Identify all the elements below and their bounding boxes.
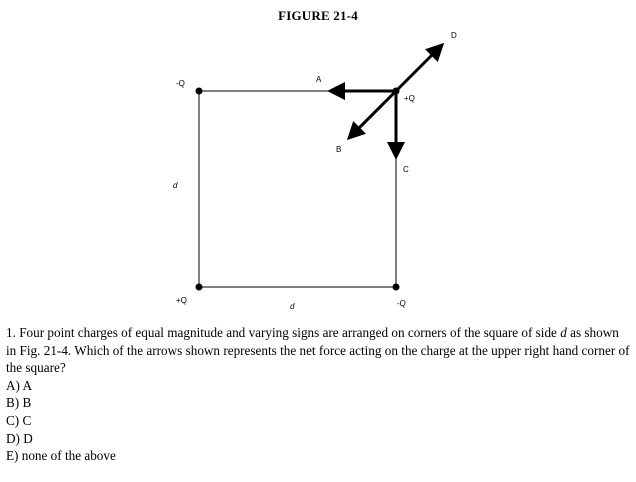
charge-dot-bottom-right [393,284,400,291]
question-number: 1. [6,325,16,340]
arrow-d [396,45,442,91]
question-text [6,324,632,377]
charge-dot-top-left [196,88,203,95]
figure-title: FIGURE 21-4 [278,8,358,23]
answer-choice-a: A) A [6,377,33,393]
arrow-b [349,91,396,138]
side-label-left: d [173,181,178,190]
question-text-after: as shown in Fig. 21-4. Which of the arrows shown represents the net force acting on the charge at the upper right hand corner of the square? [6,325,630,376]
arrow-label-b: B [336,145,342,154]
arrow-label-a: A [316,75,322,84]
charge-label-top-left: -Q [176,79,185,88]
charge-label-bottom-left: +Q [176,296,187,305]
question-variable: d [560,325,567,340]
charge-label-top-right: +Q [404,94,415,103]
arrow-label-d: D [451,31,457,40]
charge-label-bottom-right: -Q [397,299,406,308]
arrow-label-c: C [403,165,409,174]
question-block [6,324,632,465]
answer-choices [6,377,632,465]
answer-choice-e: E) none of the above [6,448,116,464]
answer-choice-d: D) D [6,430,33,446]
side-label-bottom: d [290,302,295,311]
charge-dot-bottom-left [196,284,203,291]
answer-choice-c: C) C [6,412,32,428]
question-text-before: Four point charges of equal magnitude and varying signs are arranged on corners of the square of side [19,325,557,340]
answer-choice-b: B) B [6,395,32,411]
